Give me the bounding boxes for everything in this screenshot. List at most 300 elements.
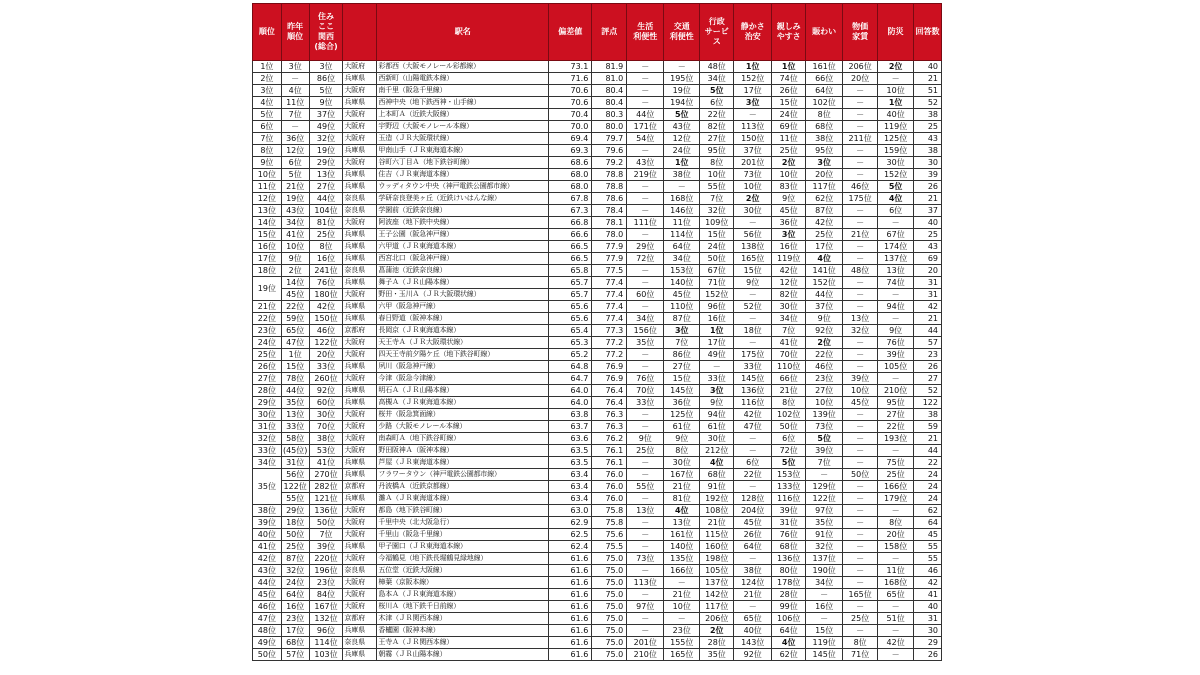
disaster-prevention-cell: 119位 <box>878 121 914 133</box>
administrative-services-cell: 117位 <box>700 601 734 613</box>
disaster-prevention-cell: 174位 <box>878 241 914 253</box>
overall-rank-cell: 25位 <box>309 229 343 241</box>
quiet-safety-cell: 124位 <box>734 577 772 589</box>
prefecture-cell: 兵庫県 <box>343 277 377 289</box>
transport-convenience-cell: 61位 <box>664 421 700 433</box>
rank-cell: 18位 <box>253 265 282 277</box>
station-name-cell: 六甲（阪急神戸線） <box>377 301 549 313</box>
disaster-prevention-cell: 40位 <box>878 109 914 121</box>
liveliness-cell: 66位 <box>806 73 843 85</box>
prices-rent-cell: － <box>843 541 878 553</box>
last-year-rank-cell: 12位 <box>281 145 309 157</box>
last-year-rank-cell: 57位 <box>281 649 309 661</box>
transport-convenience-cell: 167位 <box>664 469 700 481</box>
prices-rent-cell: － <box>843 289 878 301</box>
administrative-services-cell: 71位 <box>700 277 734 289</box>
table-row <box>253 517 942 529</box>
response-count-cell: 55 <box>914 541 942 553</box>
administrative-services-cell: 198位 <box>700 553 734 565</box>
score-cell: 75.8 <box>592 505 627 517</box>
friendliness-cell: 42位 <box>772 265 806 277</box>
prices-rent-cell: － <box>843 85 878 97</box>
table-row <box>253 457 942 469</box>
deviation-value-cell: 65.2 <box>549 349 592 361</box>
response-count-cell: 62 <box>914 505 942 517</box>
prices-rent-cell: － <box>843 505 878 517</box>
rank-cell: 28位 <box>253 385 282 397</box>
living-convenience-cell: － <box>627 193 664 205</box>
table-row <box>253 109 942 121</box>
last-year-rank-cell: 5位 <box>281 169 309 181</box>
transport-convenience-cell: － <box>664 61 700 73</box>
last-year-rank-cell: 3位 <box>281 61 309 73</box>
table-row <box>253 217 942 229</box>
header-disaster-prevention: 防災 <box>878 4 914 61</box>
administrative-services-cell: 22位 <box>700 109 734 121</box>
rank-cell: 42位 <box>253 553 282 565</box>
table-body <box>253 61 942 661</box>
table-row <box>253 625 942 637</box>
friendliness-cell: 21位 <box>772 385 806 397</box>
score-cell: 75.0 <box>592 637 627 649</box>
overall-rank-cell: 19位 <box>309 145 343 157</box>
friendliness-cell: 8位 <box>772 397 806 409</box>
friendliness-cell: 34位 <box>772 313 806 325</box>
quiet-safety-cell: － <box>734 217 772 229</box>
disaster-prevention-cell: 5位 <box>878 181 914 193</box>
last-year-rank-cell: 64位 <box>281 589 309 601</box>
last-year-rank-cell: 10位 <box>281 241 309 253</box>
rank-cell: 38位 <box>253 505 282 517</box>
station-name-cell: 樟葉（京阪本線） <box>377 577 549 589</box>
rank-cell: 49位 <box>253 637 282 649</box>
quiet-safety-cell: 175位 <box>734 349 772 361</box>
response-count-cell: 30 <box>914 625 942 637</box>
transport-convenience-cell: 45位 <box>664 289 700 301</box>
quiet-safety-cell: 52位 <box>734 301 772 313</box>
overall-rank-cell: 30位 <box>309 409 343 421</box>
deviation-value-cell: 63.0 <box>549 505 592 517</box>
table-row <box>253 373 942 385</box>
table-header-row <box>253 4 942 61</box>
station-name-cell: 五位堂（近鉄大阪線） <box>377 565 549 577</box>
living-convenience-cell: － <box>627 517 664 529</box>
liveliness-cell: 23位 <box>806 373 843 385</box>
station-name-cell: ウッディタウン中央（神戸電鉄公園都市線） <box>377 181 549 193</box>
response-count-cell: 44 <box>914 325 942 337</box>
overall-rank-cell: 121位 <box>309 493 343 505</box>
living-convenience-cell: 55位 <box>627 481 664 493</box>
overall-rank-cell: 104位 <box>309 205 343 217</box>
rank-cell: 31位 <box>253 421 282 433</box>
deviation-value-cell: 63.5 <box>549 445 592 457</box>
administrative-services-cell: 212位 <box>700 445 734 457</box>
administrative-services-cell: － <box>700 361 734 373</box>
station-name-cell: 長岡京（ＪＲ東海道本線） <box>377 325 549 337</box>
last-year-rank-cell: 44位 <box>281 385 309 397</box>
response-count-cell: 57 <box>914 337 942 349</box>
administrative-services-cell: 3位 <box>700 385 734 397</box>
transport-convenience-cell: 23位 <box>664 625 700 637</box>
prices-rent-cell: － <box>843 577 878 589</box>
prices-rent-cell: － <box>843 157 878 169</box>
deviation-value-cell: 65.4 <box>549 325 592 337</box>
disaster-prevention-cell: 42位 <box>878 637 914 649</box>
response-count-cell: 21 <box>914 73 942 85</box>
transport-convenience-cell: 114位 <box>664 229 700 241</box>
table-row <box>253 241 942 253</box>
prefecture-cell: 兵庫県 <box>343 241 377 253</box>
liveliness-cell: 46位 <box>806 361 843 373</box>
friendliness-cell: 69位 <box>772 121 806 133</box>
liveliness-cell: 73位 <box>806 421 843 433</box>
quiet-safety-cell: 64位 <box>734 541 772 553</box>
liveliness-cell: 9位 <box>806 313 843 325</box>
rank-cell: 44位 <box>253 577 282 589</box>
overall-rank-cell: 132位 <box>309 613 343 625</box>
living-convenience-cell: － <box>627 409 664 421</box>
prefecture-cell: 大阪府 <box>343 529 377 541</box>
transport-convenience-cell: 165位 <box>664 649 700 661</box>
rank-cell: 16位 <box>253 241 282 253</box>
response-count-cell: 42 <box>914 301 942 313</box>
station-name-cell: フラワータウン（神戸電鉄公園都市線） <box>377 469 549 481</box>
station-name-cell: 甲南山手（ＪＲ東海道本線） <box>377 145 549 157</box>
administrative-services-cell: 137位 <box>700 577 734 589</box>
quiet-safety-cell: － <box>734 553 772 565</box>
last-year-rank-cell: 78位 <box>281 373 309 385</box>
rank-cell: 1位 <box>253 61 282 73</box>
overall-rank-cell: 53位 <box>309 445 343 457</box>
prefecture-cell: 兵庫県 <box>343 181 377 193</box>
quiet-safety-cell: 21位 <box>734 589 772 601</box>
deviation-value-cell: 61.6 <box>549 637 592 649</box>
administrative-services-cell: 2位 <box>700 625 734 637</box>
quiet-safety-cell: 56位 <box>734 229 772 241</box>
transport-convenience-cell: 140位 <box>664 277 700 289</box>
friendliness-cell: 72位 <box>772 445 806 457</box>
score-cell: 77.3 <box>592 325 627 337</box>
transport-convenience-cell: 155位 <box>664 637 700 649</box>
prefecture-cell: 大阪府 <box>343 517 377 529</box>
friendliness-cell: 15位 <box>772 97 806 109</box>
liveliness-cell: 4位 <box>806 253 843 265</box>
overall-rank-cell: 260位 <box>309 373 343 385</box>
response-count-cell: 24 <box>914 493 942 505</box>
friendliness-cell: 39位 <box>772 505 806 517</box>
transport-convenience-cell: 27位 <box>664 361 700 373</box>
rank-cell: 32位 <box>253 433 282 445</box>
prefecture-cell: 大阪府 <box>343 553 377 565</box>
disaster-prevention-cell: 51位 <box>878 613 914 625</box>
score-cell: 78.0 <box>592 229 627 241</box>
prefecture-cell: 大阪府 <box>343 373 377 385</box>
liveliness-cell: 117位 <box>806 181 843 193</box>
transport-convenience-cell: 1位 <box>664 157 700 169</box>
header-last-year-rank: 昨年 順位 <box>281 4 309 61</box>
score-cell: 78.6 <box>592 193 627 205</box>
quiet-safety-cell: 116位 <box>734 397 772 409</box>
disaster-prevention-cell: － <box>878 625 914 637</box>
station-name-cell: 今津（阪急今津線） <box>377 373 549 385</box>
friendliness-cell: 1位 <box>772 61 806 73</box>
living-convenience-cell: 210位 <box>627 649 664 661</box>
disaster-prevention-cell: － <box>878 553 914 565</box>
deviation-value-cell: 71.6 <box>549 73 592 85</box>
score-cell: 77.2 <box>592 337 627 349</box>
transport-convenience-cell: 7位 <box>664 337 700 349</box>
deviation-value-cell: 61.6 <box>549 601 592 613</box>
transport-convenience-cell: 3位 <box>664 325 700 337</box>
table-row <box>253 157 942 169</box>
transport-convenience-cell: 11位 <box>664 217 700 229</box>
friendliness-cell: 41位 <box>772 337 806 349</box>
quiet-safety-cell: 38位 <box>734 565 772 577</box>
administrative-services-cell: 33位 <box>700 373 734 385</box>
living-convenience-cell: 113位 <box>627 577 664 589</box>
friendliness-cell: 10位 <box>772 169 806 181</box>
score-cell: 75.5 <box>592 541 627 553</box>
last-year-rank-cell: 14位 <box>281 277 309 289</box>
prefecture-cell: 兵庫県 <box>343 169 377 181</box>
deviation-value-cell: 63.4 <box>549 481 592 493</box>
table-row <box>253 433 942 445</box>
liveliness-cell: 87位 <box>806 205 843 217</box>
disaster-prevention-cell: 9位 <box>878 325 914 337</box>
response-count-cell: 24 <box>914 469 942 481</box>
prices-rent-cell: － <box>843 553 878 565</box>
prefecture-cell: 兵庫県 <box>343 361 377 373</box>
score-cell: 77.9 <box>592 253 627 265</box>
station-name-cell: 南千里（阪急千里線） <box>377 85 549 97</box>
station-name-cell: 天王寺Ａ（ＪＲ大阪環状線） <box>377 337 549 349</box>
table-row <box>253 349 942 361</box>
prefecture-cell: 兵庫県 <box>343 97 377 109</box>
table-row <box>253 649 942 661</box>
transport-convenience-cell: 24位 <box>664 145 700 157</box>
last-year-rank-cell: (45位) <box>282 446 308 455</box>
overall-rank-cell: 37位 <box>309 109 343 121</box>
deviation-value-cell: 61.6 <box>549 577 592 589</box>
prefecture-cell: 大阪府 <box>343 217 377 229</box>
quiet-safety-cell: 47位 <box>734 421 772 433</box>
station-name-cell: 香櫨園（阪神本線） <box>377 625 549 637</box>
rank-cell: 9位 <box>253 157 282 169</box>
friendliness-cell: 28位 <box>772 589 806 601</box>
response-count-cell: 23 <box>914 349 942 361</box>
administrative-services-cell: 192位 <box>700 493 734 505</box>
header-response-count: 回答数 <box>914 4 942 61</box>
administrative-services-cell: 9位 <box>700 397 734 409</box>
prefecture-cell: 兵庫県 <box>343 313 377 325</box>
station-name-cell: 学研奈良登美ヶ丘（近鉄けいはんな線） <box>377 193 549 205</box>
administrative-services-cell: 32位 <box>700 205 734 217</box>
liveliness-cell: 161位 <box>806 61 843 73</box>
deviation-value-cell: 64.0 <box>549 397 592 409</box>
overall-rank-cell: 7位 <box>309 529 343 541</box>
deviation-value-cell: 69.4 <box>549 133 592 145</box>
disaster-prevention-cell: － <box>878 505 914 517</box>
table-row <box>253 493 942 505</box>
table-row <box>253 445 942 457</box>
prices-rent-cell: 165位 <box>843 589 878 601</box>
quiet-safety-cell: 145位 <box>734 373 772 385</box>
administrative-services-cell: 27位 <box>700 133 734 145</box>
liveliness-cell: 152位 <box>806 277 843 289</box>
header-deviation-value: 偏差値 <box>549 4 592 61</box>
rank-cell: 26位 <box>253 361 282 373</box>
prefecture-cell: 奈良県 <box>343 265 377 277</box>
liveliness-cell: 119位 <box>806 637 843 649</box>
overall-rank-cell: 60位 <box>309 397 343 409</box>
prefecture-cell: 大阪府 <box>343 61 377 73</box>
station-name-cell: 谷町六丁目Ａ（地下鉄谷町線） <box>377 157 549 169</box>
deviation-value-cell: 70.6 <box>549 97 592 109</box>
living-convenience-cell: 156位 <box>627 325 664 337</box>
last-year-rank-cell: 45位 <box>281 289 309 301</box>
disaster-prevention-cell: 125位 <box>878 133 914 145</box>
administrative-services-cell: 68位 <box>700 469 734 481</box>
administrative-services-cell: 160位 <box>700 541 734 553</box>
table-row <box>253 289 942 301</box>
living-convenience-cell: － <box>627 541 664 553</box>
deviation-value-cell: 66.6 <box>549 229 592 241</box>
prefecture-cell: 兵庫県 <box>343 73 377 85</box>
transport-convenience-cell: 19位 <box>664 85 700 97</box>
score-cell: 76.0 <box>592 469 627 481</box>
prices-rent-cell: 175位 <box>843 193 878 205</box>
response-count-cell: 64 <box>914 517 942 529</box>
header-prices-rent: 物価 家賃 <box>843 4 878 61</box>
liveliness-cell: 3位 <box>806 157 843 169</box>
deviation-value-cell: 61.6 <box>549 589 592 601</box>
station-name-cell: 彩都西（大阪モノレール彩都線） <box>377 61 549 73</box>
overall-rank-cell: 8位 <box>309 241 343 253</box>
deviation-value-cell: 66.8 <box>549 217 592 229</box>
response-count-cell: 55 <box>914 553 942 565</box>
living-convenience-cell: － <box>627 421 664 433</box>
prices-rent-cell: － <box>843 421 878 433</box>
quiet-safety-cell: 37位 <box>734 145 772 157</box>
overall-rank-cell: 220位 <box>309 553 343 565</box>
prices-rent-cell: 50位 <box>843 469 878 481</box>
transport-convenience-cell: 13位 <box>664 517 700 529</box>
quiet-safety-cell: 143位 <box>734 637 772 649</box>
friendliness-cell: 5位 <box>772 457 806 469</box>
living-convenience-cell: － <box>627 265 664 277</box>
liveliness-cell: 25位 <box>806 229 843 241</box>
deviation-value-cell: 68.0 <box>549 169 592 181</box>
administrative-services-cell: 48位 <box>700 61 734 73</box>
disaster-prevention-cell: 74位 <box>878 277 914 289</box>
table-row <box>253 205 942 217</box>
prefecture-cell: 大阪府 <box>343 337 377 349</box>
prices-rent-cell: － <box>843 565 878 577</box>
station-name-cell: 西神中央（地下鉄西神・山手線） <box>377 97 549 109</box>
disaster-prevention-cell: 94位 <box>878 301 914 313</box>
prices-rent-cell: 46位 <box>843 181 878 193</box>
rank-cell: 2位 <box>253 73 282 85</box>
prices-rent-cell: － <box>843 457 878 469</box>
deviation-value-cell: 63.4 <box>549 493 592 505</box>
last-year-rank-cell: 7位 <box>281 109 309 121</box>
overall-rank-cell: 32位 <box>309 133 343 145</box>
overall-rank-cell: 20位 <box>309 349 343 361</box>
deviation-value-cell: 63.7 <box>549 421 592 433</box>
last-year-rank-cell: 59位 <box>281 313 309 325</box>
disaster-prevention-cell: 137位 <box>878 253 914 265</box>
header-station-name: 駅名 <box>377 4 549 61</box>
table-row <box>253 529 942 541</box>
prices-rent-cell: 45位 <box>843 397 878 409</box>
overall-rank-cell: 41位 <box>309 457 343 469</box>
friendliness-cell: 102位 <box>772 409 806 421</box>
last-year-rank-cell: 15位 <box>281 361 309 373</box>
friendliness-cell: 153位 <box>772 469 806 481</box>
last-year-rank-cell: 19位 <box>281 193 309 205</box>
score-cell: 76.9 <box>592 361 627 373</box>
prefecture-cell: 兵庫県 <box>343 397 377 409</box>
living-convenience-cell: 25位 <box>627 445 664 457</box>
last-year-rank-cell: 68位 <box>281 637 309 649</box>
overall-rank-cell: 270位 <box>309 469 343 481</box>
living-convenience-cell: － <box>627 229 664 241</box>
liveliness-cell: 44位 <box>806 289 843 301</box>
score-cell: 76.2 <box>592 433 627 445</box>
prices-rent-cell: － <box>843 241 878 253</box>
overall-rank-cell: 114位 <box>309 637 343 649</box>
deviation-value-cell: 64.7 <box>549 373 592 385</box>
response-count-cell: 45 <box>914 529 942 541</box>
score-cell: 75.0 <box>592 649 627 661</box>
last-year-rank-cell: － <box>281 73 309 85</box>
deviation-value-cell: 69.3 <box>549 145 592 157</box>
score-cell: 81.0 <box>592 73 627 85</box>
quiet-safety-cell: 10位 <box>734 181 772 193</box>
station-name-cell: 少路（大阪モノレール本線） <box>377 421 549 433</box>
score-cell: 78.8 <box>592 169 627 181</box>
administrative-services-cell: 35位 <box>700 649 734 661</box>
score-cell: 75.0 <box>592 589 627 601</box>
rank-cell: 46位 <box>253 601 282 613</box>
overall-rank-cell: 70位 <box>309 421 343 433</box>
table-row <box>253 565 942 577</box>
prefecture-cell: 大阪府 <box>343 589 377 601</box>
disaster-prevention-cell: － <box>878 217 914 229</box>
header-overall-rank: 住み ここ 関西 (総合) <box>309 4 343 61</box>
deviation-value-cell: 61.6 <box>549 625 592 637</box>
administrative-services-cell: 5位 <box>700 85 734 97</box>
prices-rent-cell: － <box>843 625 878 637</box>
last-year-rank-cell: 9位 <box>281 253 309 265</box>
response-count-cell: 38 <box>914 145 942 157</box>
disaster-prevention-cell: 8位 <box>878 517 914 529</box>
administrative-services-cell: 206位 <box>700 613 734 625</box>
disaster-prevention-cell: 2位 <box>878 61 914 73</box>
score-cell: 75.0 <box>592 577 627 589</box>
overall-rank-cell: 103位 <box>309 649 343 661</box>
prefecture-cell: 兵庫県 <box>343 649 377 661</box>
quiet-safety-cell: 2位 <box>734 193 772 205</box>
quiet-safety-cell: － <box>734 481 772 493</box>
liveliness-cell: 38位 <box>806 133 843 145</box>
table-row <box>253 97 942 109</box>
transport-convenience-cell: 8位 <box>664 445 700 457</box>
friendliness-cell: 50位 <box>772 421 806 433</box>
quiet-safety-cell: 150位 <box>734 133 772 145</box>
prices-rent-cell: － <box>843 601 878 613</box>
header-living-convenience: 生活 利便性 <box>627 4 664 61</box>
